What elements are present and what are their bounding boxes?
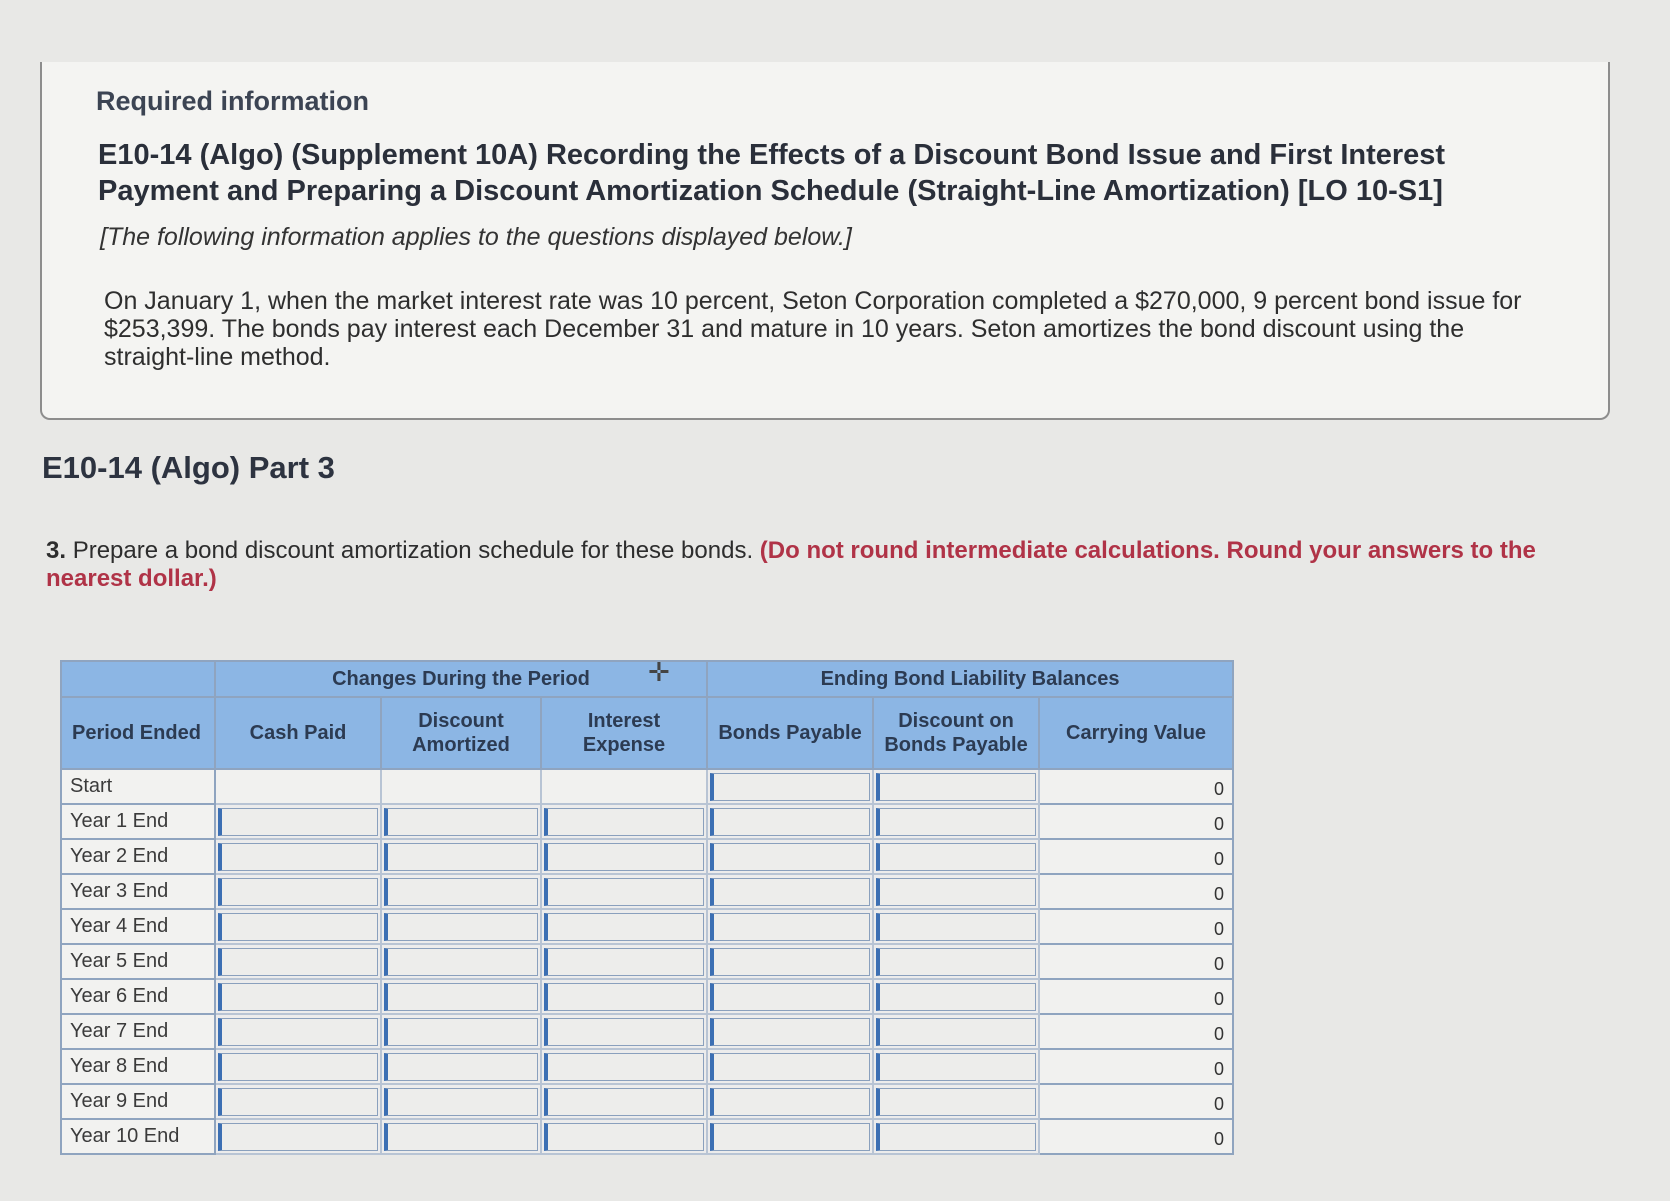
table-row [61, 944, 1233, 979]
discount-on-bonds-cell [873, 944, 1039, 979]
blank-group-header [61, 661, 215, 697]
interest-expense-cell [541, 944, 707, 979]
cash-paid-header: Cash Paid [215, 697, 381, 769]
interest-expense-input[interactable] [544, 913, 704, 941]
bonds-payable-input[interactable] [710, 773, 870, 801]
interest-expense-input[interactable] [544, 878, 704, 906]
discount-amortized-cell [381, 804, 541, 839]
cash-paid-input[interactable] [218, 843, 378, 871]
carrying-value-cell: 0 [1039, 909, 1233, 944]
discount-amortized-cell [381, 944, 541, 979]
discount-amortized-input[interactable] [384, 1018, 538, 1046]
discount-on-bonds-input[interactable] [876, 1088, 1036, 1116]
table-row [61, 1049, 1233, 1084]
cash-paid-input[interactable] [218, 983, 378, 1011]
applies-note: [The following information applies to the questions displayed below.] [100, 223, 852, 251]
carrying-value-header: Carrying Value [1039, 697, 1233, 769]
discount-amortized-input[interactable] [384, 808, 538, 836]
bonds-payable-cell [707, 1119, 873, 1154]
bonds-payable-cell [707, 979, 873, 1014]
discount-amortized-input[interactable] [384, 948, 538, 976]
move-cursor-icon: ✛ [648, 657, 670, 687]
period-label: Year 2 End [61, 839, 215, 874]
cash-paid-input[interactable] [218, 1053, 378, 1081]
discount-on-bonds-input[interactable] [876, 808, 1036, 836]
discount-amortized-input[interactable] [384, 983, 538, 1011]
interest-expense-cell [541, 1084, 707, 1119]
discount-on-bonds-cell [873, 839, 1039, 874]
bonds-payable-input[interactable] [710, 878, 870, 906]
discount-on-bonds-cell [873, 909, 1039, 944]
cash-paid-cell [215, 944, 381, 979]
part-heading: E10-14 (Algo) Part 3 [42, 450, 335, 485]
discount-on-bonds-cell [873, 1119, 1039, 1154]
discount-on-bonds-cell [873, 1014, 1039, 1049]
discount-amortized-cell [381, 1084, 541, 1119]
period-label: Year 4 End [61, 909, 215, 944]
bonds-payable-input[interactable] [710, 1018, 870, 1046]
ending-balances-group-header: Ending Bond Liability Balances [707, 661, 1233, 697]
discount-amortized-input[interactable] [384, 1123, 538, 1151]
discount-amortized-input[interactable] [384, 878, 538, 906]
cash-paid-input[interactable] [218, 878, 378, 906]
bonds-payable-input[interactable] [710, 808, 870, 836]
interest-expense-input[interactable] [544, 843, 704, 871]
bonds-payable-cell [707, 769, 873, 804]
carrying-value-cell: 0 [1039, 1049, 1233, 1084]
carrying-value-cell: 0 [1039, 944, 1233, 979]
cash-paid-input[interactable] [218, 1123, 378, 1151]
bonds-payable-cell [707, 804, 873, 839]
cash-paid-input[interactable] [218, 1018, 378, 1046]
discount-on-bonds-input[interactable] [876, 948, 1036, 976]
table-row [61, 804, 1233, 839]
cash-paid-cell [215, 1049, 381, 1084]
interest-expense-input[interactable] [544, 1053, 704, 1081]
table-row [61, 909, 1233, 944]
period-label: Year 6 End [61, 979, 215, 1014]
table-row [61, 769, 1233, 804]
discount-amortized-cell [381, 909, 541, 944]
question [46, 537, 1606, 593]
interest-expense-cell [541, 1119, 707, 1154]
discount-on-bonds-input[interactable] [876, 983, 1036, 1011]
carrying-value-cell: 0 [1039, 839, 1233, 874]
table-row [61, 1014, 1233, 1049]
interest-expense-input[interactable] [544, 1018, 704, 1046]
period-label: Year 5 End [61, 944, 215, 979]
interest-expense-cell [541, 1049, 707, 1084]
bonds-payable-input[interactable] [710, 983, 870, 1011]
table-row [61, 839, 1233, 874]
carrying-value-cell: 0 [1039, 804, 1233, 839]
period-label: Year 3 End [61, 874, 215, 909]
carrying-value-cell: 0 [1039, 1084, 1233, 1119]
discount-on-bonds-cell [873, 874, 1039, 909]
period-label: Year 9 End [61, 1084, 215, 1119]
question-number: 3. [46, 537, 67, 564]
discount-amortized-cell [381, 1014, 541, 1049]
bonds-payable-input[interactable] [710, 913, 870, 941]
discount-on-bonds-input[interactable] [876, 913, 1036, 941]
discount-on-bonds-input[interactable] [876, 1018, 1036, 1046]
cash-paid-cell [215, 839, 381, 874]
interest-expense-input[interactable] [544, 808, 704, 836]
problem-title: E10-14 (Algo) (Supplement 10A) Recording the Effects of a Discount Bond Issue and First Interest Payment and Preparing a Discount Amortization Schedule (Straight-Line Amortization) [LO 10-S1] [98, 139, 1446, 207]
period-label: Year 1 End [61, 804, 215, 839]
carrying-value-cell: 0 [1039, 979, 1233, 1014]
table-row [61, 874, 1233, 909]
bonds-payable-cell [707, 1049, 873, 1084]
table-row [61, 979, 1233, 1014]
carrying-value-cell: 0 [1039, 769, 1233, 804]
cash-paid-input[interactable] [218, 948, 378, 976]
bonds-payable-cell [707, 839, 873, 874]
cash-paid-input[interactable] [218, 913, 378, 941]
interest-expense-cell-empty [541, 769, 707, 804]
cash-paid-cell [215, 979, 381, 1014]
cash-paid-cell [215, 804, 381, 839]
discount-amortized-input[interactable] [384, 843, 538, 871]
cash-paid-input[interactable] [218, 808, 378, 836]
discount-on-bonds-cell [873, 1084, 1039, 1119]
discount-on-bonds-cell [873, 769, 1039, 804]
discount-amortized-cell-empty [381, 769, 541, 804]
discount-amortized-input[interactable] [384, 1053, 538, 1081]
discount-amortized-cell [381, 1119, 541, 1154]
bonds-payable-cell [707, 1084, 873, 1119]
bonds-payable-header: Bonds Payable [707, 697, 873, 769]
period-ended-header: Period Ended [61, 697, 215, 769]
period-label: Year 8 End [61, 1049, 215, 1084]
interest-expense-cell [541, 804, 707, 839]
discount-amortized-input[interactable] [384, 1088, 538, 1116]
question-note: (Do not round intermediate calculations. Round your answers to the nearest dollar.) [46, 537, 1536, 592]
cash-paid-cell [215, 1119, 381, 1154]
bonds-payable-cell [707, 874, 873, 909]
discount-amortized-cell [381, 839, 541, 874]
bonds-payable-input[interactable] [710, 1123, 870, 1151]
cash-paid-input[interactable] [218, 1088, 378, 1116]
discount-on-bonds-input[interactable] [876, 1053, 1036, 1081]
interest-expense-cell [541, 1014, 707, 1049]
interest-expense-input[interactable] [544, 983, 704, 1011]
changes-group-header: Changes During the Period [215, 661, 707, 697]
required-info-label: Required information [96, 86, 370, 116]
period-label: Year 10 End [61, 1119, 215, 1154]
discount-amortized-input[interactable] [384, 913, 538, 941]
carrying-value-cell: 0 [1039, 874, 1233, 909]
bonds-payable-input[interactable] [710, 843, 870, 871]
interest-expense-header: Interest Expense [541, 697, 707, 769]
discount-amortized-cell [381, 874, 541, 909]
discount-on-bonds-input[interactable] [876, 1123, 1036, 1151]
discount-amortized-cell [381, 1049, 541, 1084]
table-row [61, 1084, 1233, 1119]
cash-paid-cell [215, 1014, 381, 1049]
table-row [61, 1119, 1233, 1154]
amortization-schedule-table [60, 657, 1234, 1155]
interest-expense-cell [541, 839, 707, 874]
discount-on-bonds-input[interactable] [876, 878, 1036, 906]
scenario-text: On January 1, when the market interest rate was 10 percent, Seton Corporation completed a $270,000, 9 percent bond issue for $253,399. The bonds pay interest each December 31 and mature in 10 years. Seton amortizes the bond discount using the straight-line method. [104, 287, 1522, 371]
interest-expense-input[interactable] [544, 948, 704, 976]
cash-paid-cell [215, 874, 381, 909]
discount-on-bonds-cell [873, 1049, 1039, 1084]
discount-on-bonds-cell [873, 979, 1039, 1014]
cash-paid-cell [215, 909, 381, 944]
bonds-payable-cell [707, 1014, 873, 1049]
interest-expense-cell [541, 979, 707, 1014]
discount-on-bonds-header: Discount on Bonds Payable [873, 697, 1039, 769]
discount-amortized-header: Discount Amortized [381, 697, 541, 769]
discount-on-bonds-cell [873, 804, 1039, 839]
period-label: Start [61, 769, 215, 804]
cash-paid-cell-empty [215, 769, 381, 804]
bonds-payable-input[interactable] [710, 1088, 870, 1116]
bonds-payable-input[interactable] [710, 1053, 870, 1081]
discount-amortized-cell [381, 979, 541, 1014]
carrying-value-cell: 0 [1039, 1119, 1233, 1154]
interest-expense-cell [541, 874, 707, 909]
interest-expense-input[interactable] [544, 1088, 704, 1116]
interest-expense-input[interactable] [544, 1123, 704, 1151]
carrying-value-cell: 0 [1039, 1014, 1233, 1049]
bonds-payable-cell [707, 944, 873, 979]
period-label: Year 7 End [61, 1014, 215, 1049]
bonds-payable-cell [707, 909, 873, 944]
question-text: Prepare a bond discount amortization schedule for these bonds. [72, 537, 754, 564]
interest-expense-cell [541, 909, 707, 944]
bonds-payable-input[interactable] [710, 948, 870, 976]
cash-paid-cell [215, 1084, 381, 1119]
discount-on-bonds-input[interactable] [876, 773, 1036, 801]
discount-on-bonds-input[interactable] [876, 843, 1036, 871]
